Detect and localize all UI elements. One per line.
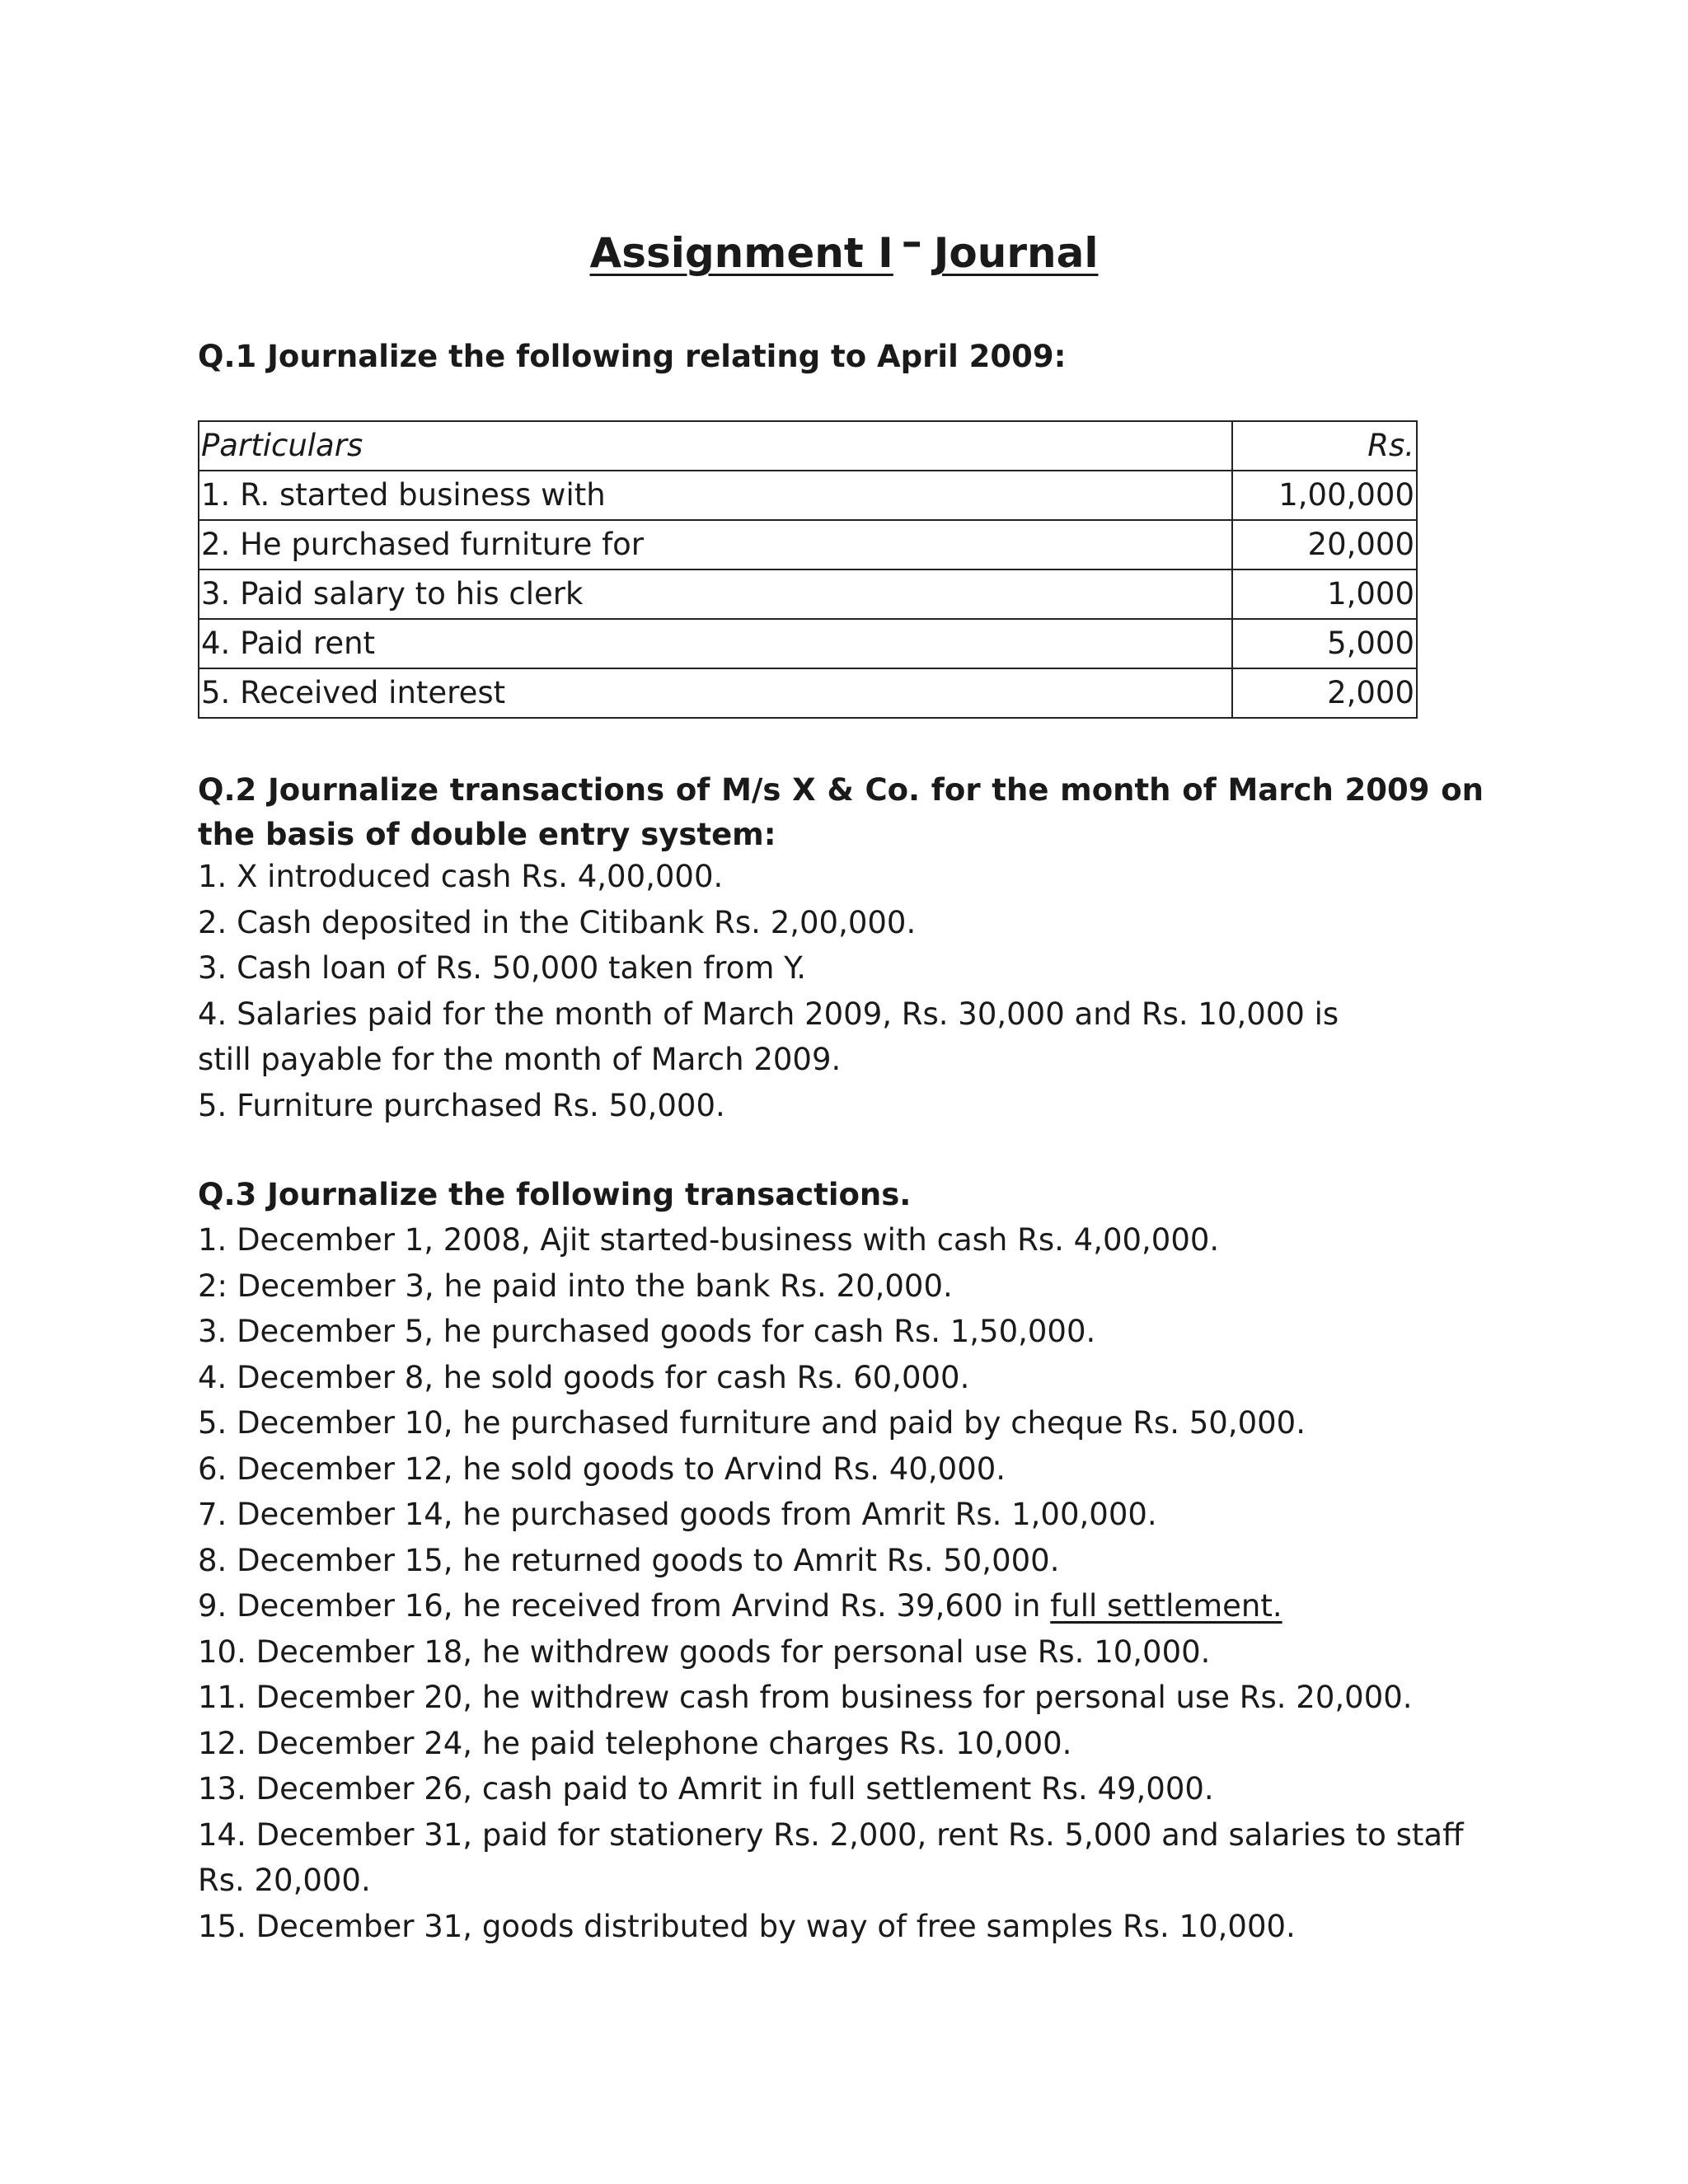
item9-underlined: full settlement. [1050, 1588, 1282, 1624]
list-item: 5. December 10, he purchased furniture and paid by cheque Rs. 50,000. [198, 1405, 1306, 1441]
q1-heading: Q.1 Journalize the following relating to April 2009: [198, 339, 1067, 374]
table-row [199, 471, 1417, 520]
list-item: 6. December 12, he sold goods to Arvind Rs. 40,000. [198, 1451, 1006, 1487]
list-item: 5. Furniture purchased Rs. 50,000. [198, 1087, 725, 1123]
list-item: 3. December 5, he purchased goods for cash Rs. 1,50,000. [198, 1314, 1096, 1349]
page-title [0, 218, 1688, 282]
table-row [199, 569, 1417, 619]
list-item [198, 1583, 1500, 1629]
list-item: 1. December 1, 2008, Ajit started-business with cash Rs. 4,00,000. [198, 1222, 1220, 1258]
row-amount: 20,000 [1232, 520, 1417, 569]
q1-table [198, 420, 1418, 719]
row-particulars: 3. Paid salary to his clerk [199, 569, 1232, 619]
q2-list [198, 854, 1500, 1128]
list-item: 7. December 14, he purchased goods from Amrit Rs. 1,00,000. [198, 1497, 1157, 1532]
header-particulars: Particulars [199, 421, 1232, 471]
title-dash: – [901, 218, 922, 265]
table-header-row [199, 421, 1417, 471]
table-row [199, 619, 1417, 668]
q3-list [198, 1217, 1500, 1949]
list-item: 10. December 18, he withdrew goods for personal use Rs. 10,000. [198, 1633, 1211, 1670]
list-item: 13. December 26, cash paid to Amrit in full settlement Rs. 49,000. [198, 1771, 1214, 1807]
row-particulars: 5. Received interest [199, 668, 1232, 718]
list-item: 1. X introduced cash Rs. 4,00,000. [198, 859, 724, 894]
title-part-1: Assignment I [589, 229, 893, 277]
row-amount: 1,00,000 [1232, 471, 1417, 520]
list-item: 2. Cash deposited in the Citibank Rs. 2,00,000. [198, 904, 917, 940]
list-item: 12. December 24, he paid telephone charges Rs. 10,000. [198, 1725, 1072, 1761]
header-amount: Rs. [1232, 421, 1417, 471]
table-row [199, 668, 1417, 718]
row-amount: 1,000 [1232, 569, 1417, 619]
item9-prefix: 9. December 16, he received from Arvind Rs. 39,600 in [198, 1588, 1051, 1624]
row-particulars: 4. Paid rent [199, 619, 1232, 668]
list-item: 8. December 15, he returned goods to Amrit Rs. 50,000. [198, 1542, 1060, 1578]
table-row [199, 520, 1417, 569]
list-item: 15. December 31, goods distributed by way of free samples Rs. 10,000. [198, 1908, 1296, 1944]
q3-heading: Q.3 Journalize the following transactions. [198, 1177, 912, 1212]
list-item: 2: December 3, he paid into the bank Rs. 20,000. [198, 1268, 953, 1304]
list-item: 3. Cash loan of Rs. 50,000 taken from Y. [198, 950, 807, 986]
row-particulars: 2. He purchased furniture for [199, 520, 1232, 569]
row-amount: 5,000 [1232, 619, 1417, 668]
title-part-2: Journal [933, 229, 1099, 277]
list-item: 4. December 8, he sold goods for cash Rs. 60,000. [198, 1359, 970, 1395]
list-item: 14. December 31, paid for stationery Rs. 2,000, rent Rs. 5,000 and salaries to staff Rs. 20,000. [198, 1816, 1464, 1898]
list-item: 4. Salaries paid for the month of March 2009, Rs. 30,000 and Rs. 10,000 is still payable for the month of March 2009. [198, 996, 1339, 1077]
row-particulars: 1. R. started business with [199, 471, 1232, 520]
q2-heading: Q.2 Journalize transactions of M/s X & Co. for the month of March 2009 on the basis of double entry system: [198, 772, 1484, 852]
list-item: 11. December 20, he withdrew cash from business for personal use Rs. 20,000. [198, 1680, 1413, 1715]
row-amount: 2,000 [1232, 668, 1417, 718]
